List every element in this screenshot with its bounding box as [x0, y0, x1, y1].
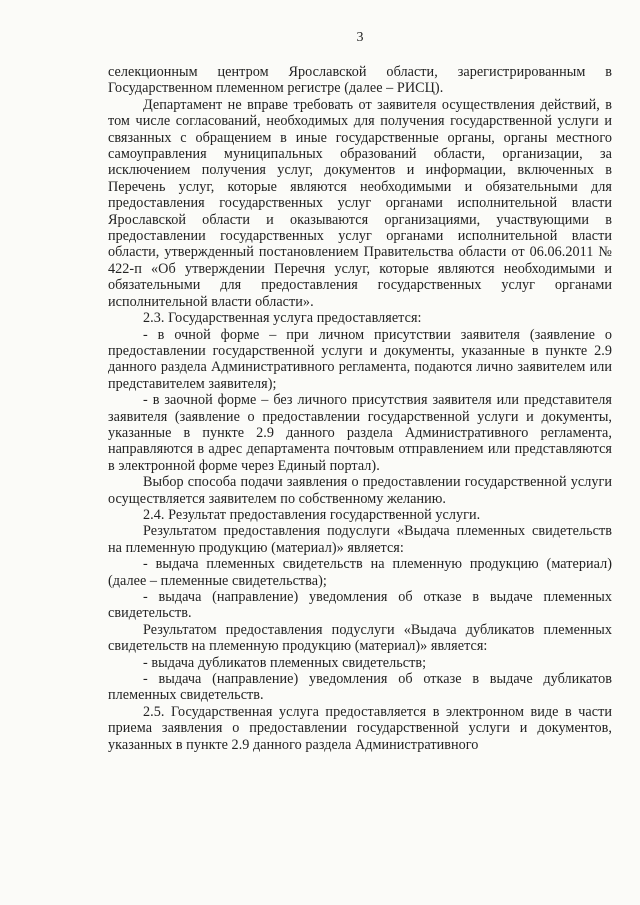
section-heading: 2.5. Государственная услуга предоставляется в электронном виде в части приема заявления о предоставлении государственной услуги и документов, указанных в пункте 2.9 данного раздела Административного: [108, 703, 612, 753]
section-heading: 2.4. Результат предоставления государственной услуги.: [143, 506, 481, 523]
list-item: - выдача дубликатов племенных свидетельств;: [143, 654, 427, 671]
paragraph: Результатом предоставления подуслуги «Выдача дубликатов племенных свидетельств на племенную продукцию (материал)» является:: [108, 621, 612, 655]
section-heading: 2.3. Государственная услуга предоставляется:: [143, 310, 422, 327]
page-number: 3: [356, 30, 364, 45]
list-item: - в очной форме – при личном присутствии заявителя (заявление о предоставлении государственной услуги и документы, указанные в пункте 2.9 данного раздела Административного регламента, подаются лично заявителем или представителем заявителя);: [108, 326, 612, 392]
list-item: - выдача (направление) уведомления об отказе в выдаче дубликатов племенных свидетельств.: [108, 671, 612, 704]
paragraph: Результатом предоставления подуслуги «Выдача племенных свидетельств на племенную продукцию (материал)» является:: [108, 523, 612, 556]
paragraph: Департамент не вправе требовать от заявителя осуществления действий, в том числе согласований, необходимых для получения государственной услуги и связанных с обращением в иные государственные органы, органы местного самоуправления муниципальных образований области, организации, за исключением получения услуг, документов и информации, включенных в Перечень услуг, которые являются необходимыми и обязательными для предоставления государственных услуг органами исполнительной власти Ярославской области и оказываются организациями, участвующими в предоставлении государственных услуг органами исполнительной власти области, утвержденный постановлением Правительства области от 06.06.2011 № 422-п «Об утверждении Перечня услуг, которые являются необходимыми и обязательными для предоставления государственных услуг органами исполнительной власти области».: [108, 96, 612, 310]
list-item: - в заочной форме – без личного присутствия заявителя или представителя заявителя (заявление о предоставлении государственной услуги и документы, указанные в пункте 2.9 данного раздела Административного регламента, направляются в адрес департамента почтовым отправлением или представляются в электронной форме через Единый портал).: [108, 392, 612, 474]
list-item: - выдача (направление) уведомления об отказе в выдаче племенных свидетельств.: [108, 589, 612, 622]
document-body: [108, 64, 612, 753]
paragraph: селекционным центром Ярославской области, зарегистрированным в Государственном племенном регистре (далее – РИСЦ).: [108, 64, 612, 97]
list-item: - выдача племенных свидетельств на племенную продукцию (материал) (далее – племенные свидетельства);: [108, 556, 612, 589]
paragraph: Выбор способа подачи заявления о предоставлении государственной услуги осуществляется заявителем по собственному желанию.: [108, 474, 612, 507]
